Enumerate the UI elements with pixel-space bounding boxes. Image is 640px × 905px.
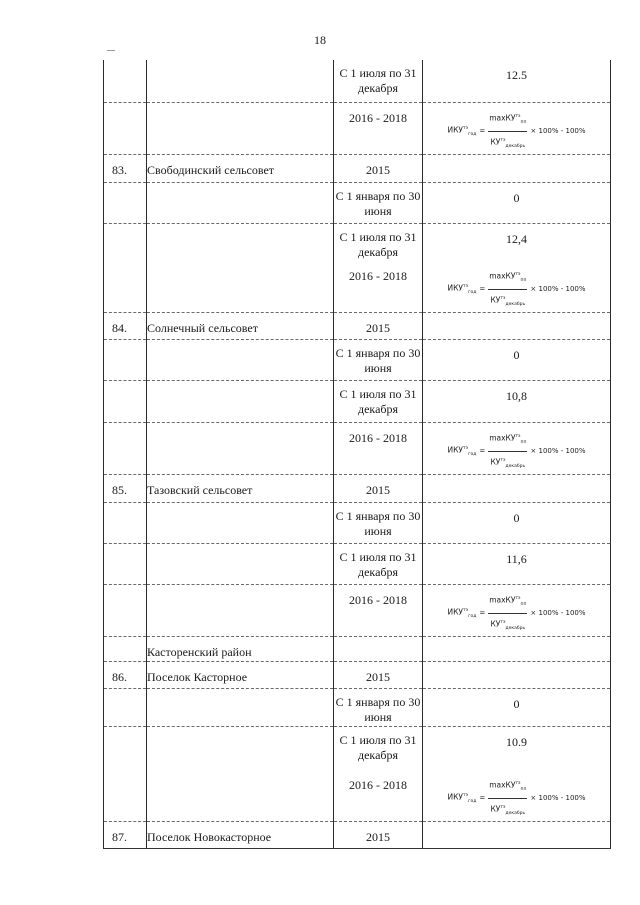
formula-lhs: $ИКУ^{тэ}_{год}$ [447,607,477,619]
value-text [423,155,610,163]
row-number [104,340,147,381]
value-cell [423,662,611,689]
row-number [104,637,147,662]
period-text: 2016 - 2018 [349,777,407,792]
formula [447,267,585,312]
row-number [104,261,147,313]
value-cell [423,223,611,261]
value-cell [423,585,611,637]
period-text: 2016 - 2018 [349,593,407,607]
period-cell [334,60,423,102]
value-cell [423,423,611,475]
table-row [104,585,611,637]
period-text: 2016 - 2018 [349,269,407,283]
value-cell [423,313,611,340]
formula [447,776,585,821]
value-cell [423,544,611,585]
settlement-name [147,340,334,381]
table-row [104,475,611,503]
formula-tail: × 100% - 100% [530,609,586,617]
period-cell [334,503,423,544]
formula-tail: × 100% - 100% [530,793,586,802]
table-row [104,689,611,727]
table-row [104,261,611,313]
table-row [104,821,611,848]
period-cell [334,821,423,848]
formula-lhs: $ИКУ^{тэ}_{год}$ [447,445,477,457]
value-text: 12.5 [506,68,527,82]
period-text: 2015 [366,670,390,684]
value-text [423,822,610,830]
period-cell [334,770,423,822]
row-number: 83. [104,154,147,182]
value-text: 10.9 [506,735,527,749]
value-cell [423,821,611,848]
value-text: 0 [513,190,520,205]
row-number [104,102,147,154]
period-text: 2016 - 2018 [349,431,407,445]
value-text [423,662,610,670]
row-number [104,585,147,637]
settlement-name [147,182,334,223]
formula-numerator: maxКУ$^{тэ}_{пп}$ [488,591,527,614]
period-cell [334,182,423,223]
period-text: 2016 - 2018 [349,110,407,125]
row-number: 84. [104,313,147,340]
value-text: 12,4 [506,231,527,246]
settlement-name [147,727,334,770]
settlement-name: Тазовский сельсовет [147,475,334,503]
settlement-name [147,585,334,637]
period-cell [334,102,423,154]
period-cell [334,637,423,662]
formula-denominator: $КУ^{тэ}_{декабрь}$ [490,457,526,469]
value-text: 0 [513,348,520,362]
value-cell [423,770,611,822]
period-text: С 1 января по 30 июня [335,695,421,724]
settlement-name [147,423,334,475]
settlement-name [147,503,334,544]
value-cell [423,340,611,381]
tariff-table-body [104,60,611,848]
period-text: С 1 июля по 31 декабря [339,387,417,416]
formula-equals: = [479,447,486,455]
formula-equals: = [479,793,486,802]
period-cell [334,662,423,689]
settlement-name [147,60,334,102]
settlement-name [147,223,334,261]
formula-numerator: maxКУ$^{тэ}_{пп}$ [488,429,527,452]
table-row [104,313,611,340]
row-number: 85. [104,475,147,503]
page-number: 18 [314,33,326,47]
period-cell [334,727,423,770]
value-cell [423,261,611,313]
row-number [104,770,147,822]
value-text [423,637,610,645]
value-text [423,475,610,483]
formula-numerator: maxКУ$^{тэ}_{пп}$ [488,776,527,799]
scan-mark [107,50,115,51]
row-number [104,182,147,223]
period-cell [334,475,423,503]
row-number: 87. [104,821,147,848]
formula-numerator: maxКУ$^{тэ}_{пп}$ [488,109,527,132]
period-text: С 1 июля по 31 декабря [339,229,417,259]
period-text: С 1 января по 30 июня [335,188,421,218]
value-cell [423,727,611,770]
period-cell [334,223,423,261]
settlement-name: Свободинский сельсовет [147,154,334,182]
settlement-name: Касторенский район [147,637,334,662]
table-row [104,154,611,182]
period-cell [334,544,423,585]
value-cell [423,182,611,223]
period-text: С 1 января по 30 июня [335,509,421,538]
formula-tail: × 100% - 100% [530,285,586,293]
row-number: 86. [104,662,147,689]
formula [447,109,585,154]
period-cell [334,154,423,182]
table-row [104,544,611,585]
table-row [104,102,611,154]
settlement-name [147,102,334,154]
formula-denominator: $КУ^{тэ}_{декабрь}$ [490,619,526,631]
value-cell [423,381,611,423]
formula [447,591,585,636]
period-text: 2015 [366,321,390,335]
formula-equals: = [479,609,486,617]
formula-tail: × 100% - 100% [530,126,586,135]
formula-lhs: $ИКУ^{тэ}_{год}$ [447,283,477,295]
value-text: 0 [513,511,520,525]
formula-equals: = [479,285,486,293]
period-text [334,637,422,645]
formula-numerator: maxКУ$^{тэ}_{пп}$ [488,267,527,290]
value-text: 0 [513,697,520,711]
formula-fraction [488,429,527,474]
settlement-name [147,261,334,313]
table-row [104,60,611,102]
value-cell [423,503,611,544]
period-text: С 1 июля по 31 декабря [339,733,417,762]
settlement-name: Поселок Касторное [147,662,334,689]
settlement-name [147,544,334,585]
row-number [104,689,147,727]
formula-fraction [488,109,527,154]
row-number [104,727,147,770]
row-number [104,544,147,585]
settlement-name [147,689,334,727]
value-text: 10,8 [506,389,527,403]
settlement-name: Поселок Новокасторное [147,821,334,848]
formula-lhs: $ИКУ^{тэ}_{год}$ [447,792,477,804]
value-text [423,313,610,321]
formula-lhs: $ИКУ^{тэ}_{год}$ [447,125,477,137]
period-cell [334,689,423,727]
table-row [104,223,611,261]
period-text: 2015 [366,162,390,177]
period-cell [334,340,423,381]
row-number [104,503,147,544]
period-text: 2015 [366,829,390,844]
value-cell [423,60,611,102]
table-row [104,727,611,770]
period-text: С 1 июля по 31 декабря [339,550,417,579]
formula-equals: = [479,126,486,135]
period-text: С 1 января по 30 июня [335,346,421,375]
value-cell [423,637,611,662]
row-number [104,60,147,102]
table-row [104,662,611,689]
value-text: 11,6 [506,552,527,566]
formula-denominator: $КУ^{тэ}_{декабрь}$ [490,137,526,149]
period-text: 2015 [366,483,390,497]
table-row [104,503,611,544]
row-number [104,223,147,261]
formula-fraction [488,776,527,821]
row-number [104,381,147,423]
period-cell [334,261,423,313]
value-cell [423,102,611,154]
table-row [104,340,611,381]
period-cell [334,381,423,423]
value-cell [423,154,611,182]
settlement-name [147,381,334,423]
formula [447,429,585,474]
table-row [104,770,611,822]
formula-fraction [488,267,527,312]
formula-tail: × 100% - 100% [530,447,586,455]
settlement-name: Солнечный сельсовет [147,313,334,340]
table-row [104,423,611,475]
table-row [104,381,611,423]
row-number [104,423,147,475]
formula-denominator: $КУ^{тэ}_{декабрь}$ [490,295,526,307]
formula-denominator: $КУ^{тэ}_{декабрь}$ [490,804,526,816]
settlement-name [147,770,334,822]
table-row [104,637,611,662]
value-cell [423,689,611,727]
period-text: С 1 июля по 31 декабря [339,66,417,95]
value-cell [423,475,611,503]
tariff-table [103,60,611,849]
period-cell [334,423,423,475]
table-row [104,182,611,223]
period-cell [334,313,423,340]
formula-fraction [488,591,527,636]
period-cell [334,585,423,637]
